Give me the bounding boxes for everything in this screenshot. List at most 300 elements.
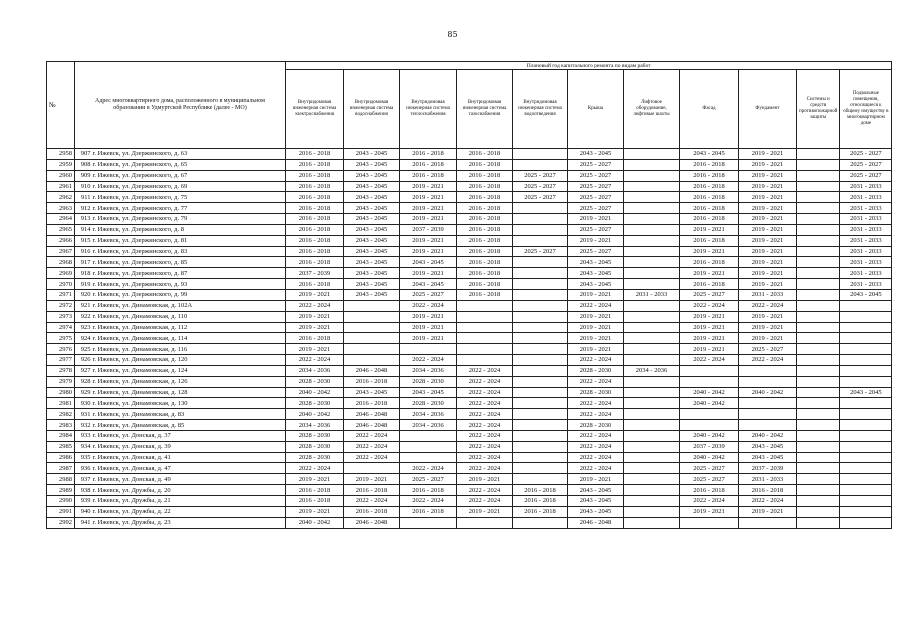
table-row <box>47 452 892 463</box>
header-group-title: Плановый год капитального ремонта по видам работ <box>286 62 892 70</box>
header-work-5: Крыша <box>568 70 624 149</box>
row-global-number: 2965 <box>47 224 75 235</box>
row-local-number: 911 <box>75 192 92 203</box>
row-work-year-0: 2016 - 2018 <box>286 203 344 214</box>
row-work-year-10 <box>840 322 892 333</box>
row-work-year-6 <box>624 300 680 311</box>
row-work-year-6: 2034 - 2036 <box>624 365 680 376</box>
row-work-year-5: 2022 - 2024 <box>568 300 624 311</box>
row-work-year-8 <box>739 409 797 420</box>
row-work-year-9 <box>797 474 840 485</box>
row-work-year-10 <box>840 496 892 507</box>
row-work-year-7: 2025 - 2027 <box>680 463 739 474</box>
table-row <box>47 279 892 290</box>
row-work-year-0: 2016 - 2018 <box>286 181 344 192</box>
row-work-year-4: 2025 - 2027 <box>513 181 568 192</box>
row-work-year-5: 2025 - 2027 <box>568 192 624 203</box>
row-work-year-1: 2043 - 2045 <box>344 203 400 214</box>
row-work-year-0: 2019 - 2021 <box>286 506 344 517</box>
row-work-year-10 <box>840 311 892 322</box>
row-work-year-1: 2046 - 2048 <box>344 365 400 376</box>
row-work-year-4 <box>513 300 568 311</box>
row-address: г. Ижевск, ул. Дзержинского, д. 77 <box>92 203 286 214</box>
row-work-year-3 <box>457 517 513 528</box>
row-work-year-2: 2028 - 2030 <box>400 398 457 409</box>
row-work-year-2: 2043 - 2045 <box>400 279 457 290</box>
row-work-year-0: 2016 - 2018 <box>286 257 344 268</box>
row-address: г. Ижевск, ул. Донская, д. 47 <box>92 463 286 474</box>
row-work-year-0: 2016 - 2018 <box>286 485 344 496</box>
row-work-year-6 <box>624 420 680 431</box>
row-work-year-3: 2016 - 2018 <box>457 279 513 290</box>
row-work-year-5: 2022 - 2024 <box>568 398 624 409</box>
row-work-year-6 <box>624 257 680 268</box>
page-number: 85 <box>447 30 458 39</box>
row-work-year-5: 2043 - 2045 <box>568 506 624 517</box>
row-address: г. Ижевск, ул. Дружбы, д. 20 <box>92 485 286 496</box>
row-work-year-1 <box>344 463 400 474</box>
row-work-year-3: 2016 - 2018 <box>457 192 513 203</box>
row-work-year-7 <box>680 420 739 431</box>
row-work-year-3: 2016 - 2018 <box>457 149 513 160</box>
row-work-year-9 <box>797 398 840 409</box>
row-work-year-9 <box>797 203 840 214</box>
row-local-number: 921 <box>75 300 92 311</box>
row-work-year-9 <box>797 257 840 268</box>
row-work-year-0: 2016 - 2018 <box>286 279 344 290</box>
row-global-number: 2972 <box>47 300 75 311</box>
row-work-year-8: 2019 - 2021 <box>739 149 797 160</box>
row-work-year-7: 2016 - 2018 <box>680 192 739 203</box>
row-work-year-2: 2016 - 2018 <box>400 149 457 160</box>
row-work-year-5: 2025 - 2027 <box>568 224 624 235</box>
table-row <box>47 170 892 181</box>
row-work-year-6 <box>624 159 680 170</box>
row-work-year-7: 2043 - 2045 <box>680 149 739 160</box>
row-work-year-9 <box>797 344 840 355</box>
row-work-year-3: 2016 - 2018 <box>457 235 513 246</box>
row-address: г. Ижевск, ул. Динамовская, д. 114 <box>92 333 286 344</box>
row-work-year-2: 2016 - 2018 <box>400 170 457 181</box>
row-work-year-0: 2016 - 2018 <box>286 192 344 203</box>
table-row <box>47 506 892 517</box>
row-work-year-0: 2016 - 2018 <box>286 170 344 181</box>
row-global-number: 2978 <box>47 365 75 376</box>
row-work-year-6 <box>624 149 680 160</box>
row-work-year-9 <box>797 333 840 344</box>
row-work-year-1: 2019 - 2021 <box>344 474 400 485</box>
row-work-year-2: 2034 - 2036 <box>400 409 457 420</box>
row-work-year-8: 2019 - 2021 <box>739 322 797 333</box>
row-work-year-8: 2019 - 2021 <box>739 192 797 203</box>
row-address: г. Ижевск, ул. Дзержинского, д. 65 <box>92 159 286 170</box>
row-work-year-5: 2019 - 2021 <box>568 322 624 333</box>
row-work-year-6 <box>624 279 680 290</box>
row-work-year-1: 2016 - 2018 <box>344 506 400 517</box>
row-work-year-0: 2034 - 2036 <box>286 365 344 376</box>
row-work-year-6 <box>624 170 680 181</box>
row-work-year-2 <box>400 517 457 528</box>
row-local-number: 931 <box>75 409 92 420</box>
header-work-10: Подвальные помещения, относящиеся к общему имуществу в многоквартирном доме <box>840 70 892 149</box>
row-work-year-1: 2043 - 2045 <box>344 214 400 225</box>
row-work-year-4 <box>513 365 568 376</box>
row-work-year-0: 2022 - 2024 <box>286 355 344 366</box>
row-work-year-4 <box>513 387 568 398</box>
row-work-year-0: 2022 - 2024 <box>286 300 344 311</box>
row-work-year-1: 2043 - 2045 <box>344 268 400 279</box>
row-address: г. Ижевск, ул. Дзержинского, д. 85 <box>92 257 286 268</box>
row-work-year-7: 2016 - 2018 <box>680 159 739 170</box>
row-work-year-7: 2019 - 2021 <box>680 333 739 344</box>
row-work-year-0: 2034 - 2036 <box>286 420 344 431</box>
row-work-year-7: 2019 - 2021 <box>680 311 739 322</box>
row-work-year-1: 2043 - 2045 <box>344 170 400 181</box>
row-work-year-9 <box>797 506 840 517</box>
row-work-year-7: 2022 - 2024 <box>680 496 739 507</box>
header-work-2: Внутридомовая инженерная система теплоснабжения <box>400 70 457 149</box>
row-work-year-5: 2022 - 2024 <box>568 452 624 463</box>
row-work-year-2: 2019 - 2021 <box>400 181 457 192</box>
row-work-year-6 <box>624 441 680 452</box>
row-work-year-6 <box>624 181 680 192</box>
row-work-year-10 <box>840 485 892 496</box>
row-local-number: 912 <box>75 203 92 214</box>
row-work-year-8: 2031 - 2033 <box>739 289 797 300</box>
row-global-number: 2974 <box>47 322 75 333</box>
row-work-year-4 <box>513 409 568 420</box>
row-work-year-3: 2016 - 2018 <box>457 268 513 279</box>
row-work-year-2: 2019 - 2021 <box>400 333 457 344</box>
row-global-number: 2963 <box>47 203 75 214</box>
row-work-year-7: 2016 - 2018 <box>680 235 739 246</box>
row-work-year-10: 2025 - 2027 <box>840 170 892 181</box>
row-global-number: 2976 <box>47 344 75 355</box>
table-row <box>47 365 892 376</box>
row-global-number: 2980 <box>47 387 75 398</box>
row-address: г. Ижевск, ул. Донская, д. 41 <box>92 452 286 463</box>
table-row <box>47 387 892 398</box>
row-work-year-0: 2019 - 2021 <box>286 344 344 355</box>
row-work-year-4 <box>513 268 568 279</box>
row-address: г. Ижевск, ул. Донская, д. 49 <box>92 474 286 485</box>
row-global-number: 2987 <box>47 463 75 474</box>
row-work-year-10: 2031 - 2033 <box>840 224 892 235</box>
row-work-year-1: 2046 - 2048 <box>344 409 400 420</box>
table-row <box>47 344 892 355</box>
row-work-year-7 <box>680 409 739 420</box>
row-work-year-9 <box>797 192 840 203</box>
row-global-number: 2982 <box>47 409 75 420</box>
row-address: г. Ижевск, ул. Дзержинского, д. 83 <box>92 246 286 257</box>
row-work-year-6 <box>624 333 680 344</box>
row-work-year-0: 2028 - 2030 <box>286 376 344 387</box>
row-local-number: 919 <box>75 279 92 290</box>
row-local-number: 909 <box>75 170 92 181</box>
row-work-year-3: 2022 - 2024 <box>457 430 513 441</box>
row-work-year-8: 2040 - 2042 <box>739 430 797 441</box>
row-work-year-8 <box>739 517 797 528</box>
row-work-year-9 <box>797 463 840 474</box>
row-work-year-0: 2040 - 2042 <box>286 517 344 528</box>
row-work-year-0: 2016 - 2018 <box>286 149 344 160</box>
row-work-year-3: 2019 - 2021 <box>457 506 513 517</box>
header-work-1: Внутридомовая инженерная система водоснабжения <box>344 70 400 149</box>
row-global-number: 2958 <box>47 149 75 160</box>
row-local-number: 907 <box>75 149 92 160</box>
table-row <box>47 517 892 528</box>
row-work-year-6 <box>624 387 680 398</box>
row-work-year-1: 2043 - 2045 <box>344 279 400 290</box>
row-global-number: 2970 <box>47 279 75 290</box>
row-global-number: 2979 <box>47 376 75 387</box>
row-local-number: 927 <box>75 365 92 376</box>
row-work-year-9 <box>797 496 840 507</box>
row-work-year-6 <box>624 409 680 420</box>
row-work-year-0: 2019 - 2021 <box>286 474 344 485</box>
row-work-year-7: 2040 - 2042 <box>680 387 739 398</box>
header-work-4: Внутридомовая инженерная система водоотведения <box>513 70 568 149</box>
row-work-year-10: 2031 - 2033 <box>840 246 892 257</box>
table-row <box>47 485 892 496</box>
row-work-year-0: 2016 - 2018 <box>286 214 344 225</box>
row-work-year-9 <box>797 517 840 528</box>
table-row <box>47 235 892 246</box>
row-work-year-7: 2016 - 2018 <box>680 485 739 496</box>
row-work-year-8: 2025 - 2027 <box>739 344 797 355</box>
row-address: г. Ижевск, ул. Дзержинского, д. 67 <box>92 170 286 181</box>
row-work-year-6 <box>624 474 680 485</box>
row-work-year-3 <box>457 333 513 344</box>
row-work-year-5: 2022 - 2024 <box>568 441 624 452</box>
row-global-number: 2968 <box>47 257 75 268</box>
row-work-year-1: 2016 - 2018 <box>344 376 400 387</box>
row-local-number: 933 <box>75 430 92 441</box>
row-work-year-8 <box>739 365 797 376</box>
table-row <box>47 496 892 507</box>
row-global-number: 2962 <box>47 192 75 203</box>
row-work-year-8 <box>739 398 797 409</box>
row-address: г. Ижевск, ул. Дружбы, д. 22 <box>92 506 286 517</box>
table-row <box>47 463 892 474</box>
row-work-year-4 <box>513 235 568 246</box>
row-work-year-1: 2022 - 2024 <box>344 496 400 507</box>
row-work-year-8 <box>739 376 797 387</box>
table-row <box>47 257 892 268</box>
row-work-year-7: 2040 - 2042 <box>680 430 739 441</box>
row-local-number: 937 <box>75 474 92 485</box>
table-row <box>47 441 892 452</box>
row-work-year-2: 2022 - 2024 <box>400 300 457 311</box>
row-work-year-10: 2025 - 2027 <box>840 149 892 160</box>
row-work-year-7: 2019 - 2021 <box>680 506 739 517</box>
row-work-year-9 <box>797 235 840 246</box>
row-local-number: 934 <box>75 441 92 452</box>
row-work-year-1: 2043 - 2045 <box>344 224 400 235</box>
row-work-year-7: 2016 - 2018 <box>680 181 739 192</box>
row-work-year-10: 2031 - 2033 <box>840 279 892 290</box>
row-work-year-0: 2040 - 2042 <box>286 387 344 398</box>
row-work-year-8: 2019 - 2021 <box>739 203 797 214</box>
row-work-year-6 <box>624 398 680 409</box>
header-work-6: Лифтовое оборудование, лифтовые шахты <box>624 70 680 149</box>
row-work-year-3: 2022 - 2024 <box>457 463 513 474</box>
table-body <box>47 149 892 529</box>
row-local-number: 928 <box>75 376 92 387</box>
row-work-year-6 <box>624 463 680 474</box>
row-work-year-6 <box>624 203 680 214</box>
row-work-year-5: 2019 - 2021 <box>568 289 624 300</box>
table-row <box>47 409 892 420</box>
row-work-year-10: 2031 - 2033 <box>840 268 892 279</box>
table-row <box>47 376 892 387</box>
row-work-year-3: 2016 - 2018 <box>457 246 513 257</box>
row-local-number: 936 <box>75 463 92 474</box>
row-work-year-6 <box>624 452 680 463</box>
row-global-number: 2961 <box>47 181 75 192</box>
row-work-year-5: 2022 - 2024 <box>568 409 624 420</box>
row-work-year-4: 2016 - 2018 <box>513 496 568 507</box>
row-work-year-8: 2019 - 2021 <box>739 159 797 170</box>
row-address: г. Ижевск, ул. Динамовская, д. 116 <box>92 344 286 355</box>
row-local-number: 910 <box>75 181 92 192</box>
row-work-year-4: 2025 - 2027 <box>513 192 568 203</box>
row-work-year-3: 2016 - 2018 <box>457 257 513 268</box>
row-local-number: 920 <box>75 289 92 300</box>
row-work-year-3 <box>457 355 513 366</box>
row-work-year-7: 2016 - 2018 <box>680 203 739 214</box>
row-work-year-3: 2022 - 2024 <box>457 452 513 463</box>
row-work-year-1: 2016 - 2018 <box>344 485 400 496</box>
table-row <box>47 333 892 344</box>
row-address: г. Ижевск, ул. Динамовская, д. 110 <box>92 311 286 322</box>
row-work-year-10 <box>840 430 892 441</box>
row-work-year-3 <box>457 322 513 333</box>
header-work-7: Фасад <box>680 70 739 149</box>
row-work-year-0: 2028 - 2030 <box>286 441 344 452</box>
row-work-year-6 <box>624 506 680 517</box>
row-work-year-7: 2022 - 2024 <box>680 300 739 311</box>
header-work-9: Системы и средств противопожарной защиты <box>797 70 840 149</box>
row-work-year-6 <box>624 214 680 225</box>
row-work-year-8: 2019 - 2021 <box>739 506 797 517</box>
row-address: г. Ижевск, ул. Дзержинского, д. 75 <box>92 192 286 203</box>
row-work-year-1: 2043 - 2045 <box>344 159 400 170</box>
row-work-year-6 <box>624 496 680 507</box>
row-work-year-6 <box>624 192 680 203</box>
row-work-year-10 <box>840 333 892 344</box>
row-work-year-3: 2016 - 2018 <box>457 214 513 225</box>
row-work-year-5: 2025 - 2027 <box>568 170 624 181</box>
row-global-number: 2988 <box>47 474 75 485</box>
row-work-year-1: 2046 - 2048 <box>344 420 400 431</box>
row-work-year-5: 2043 - 2045 <box>568 279 624 290</box>
row-work-year-2: 2019 - 2021 <box>400 322 457 333</box>
row-work-year-7 <box>680 365 739 376</box>
row-work-year-8: 2019 - 2021 <box>739 224 797 235</box>
row-address: г. Ижевск, ул. Дзержинского, д. 8 <box>92 224 286 235</box>
row-work-year-6 <box>624 485 680 496</box>
row-work-year-0: 2016 - 2018 <box>286 246 344 257</box>
row-work-year-10 <box>840 398 892 409</box>
row-work-year-5: 2043 - 2045 <box>568 149 624 160</box>
row-work-year-8: 2019 - 2021 <box>739 181 797 192</box>
row-work-year-2: 2034 - 2036 <box>400 365 457 376</box>
row-work-year-7: 2016 - 2018 <box>680 170 739 181</box>
row-global-number: 2971 <box>47 289 75 300</box>
row-work-year-1: 2043 - 2045 <box>344 257 400 268</box>
row-work-year-6 <box>624 376 680 387</box>
row-work-year-5: 2043 - 2045 <box>568 257 624 268</box>
row-work-year-7: 2025 - 2027 <box>680 289 739 300</box>
row-work-year-4 <box>513 430 568 441</box>
row-address: г. Ижевск, ул. Дзержинского, д. 99 <box>92 289 286 300</box>
row-work-year-9 <box>797 279 840 290</box>
row-address: г. Ижевск, ул. Дзержинского, д. 79 <box>92 214 286 225</box>
row-work-year-9 <box>797 376 840 387</box>
row-work-year-9 <box>797 452 840 463</box>
row-work-year-2: 2019 - 2021 <box>400 192 457 203</box>
row-work-year-0: 2016 - 2018 <box>286 159 344 170</box>
row-work-year-10: 2031 - 2033 <box>840 235 892 246</box>
table-row <box>47 268 892 279</box>
row-work-year-2 <box>400 430 457 441</box>
row-work-year-2: 2016 - 2018 <box>400 485 457 496</box>
row-work-year-5: 2019 - 2021 <box>568 474 624 485</box>
row-work-year-10 <box>840 409 892 420</box>
row-work-year-3 <box>457 344 513 355</box>
row-local-number: 923 <box>75 322 92 333</box>
row-work-year-5: 2022 - 2024 <box>568 463 624 474</box>
row-work-year-9 <box>797 159 840 170</box>
row-work-year-10 <box>840 365 892 376</box>
row-work-year-9 <box>797 289 840 300</box>
row-global-number: 2959 <box>47 159 75 170</box>
row-local-number: 916 <box>75 246 92 257</box>
row-work-year-0: 2019 - 2021 <box>286 322 344 333</box>
row-work-year-8: 2019 - 2021 <box>739 333 797 344</box>
table-row <box>47 474 892 485</box>
row-work-year-0: 2028 - 2030 <box>286 430 344 441</box>
row-work-year-6 <box>624 246 680 257</box>
row-work-year-8: 2019 - 2021 <box>739 170 797 181</box>
row-global-number: 2969 <box>47 268 75 279</box>
row-work-year-2 <box>400 452 457 463</box>
row-work-year-1: 2043 - 2045 <box>344 235 400 246</box>
row-work-year-1: 2016 - 2018 <box>344 398 400 409</box>
row-work-year-0: 2028 - 2030 <box>286 452 344 463</box>
capital-repair-schedule-table <box>46 61 892 529</box>
row-work-year-8: 2037 - 2039 <box>739 463 797 474</box>
row-work-year-2 <box>400 344 457 355</box>
row-work-year-4 <box>513 463 568 474</box>
row-work-year-6 <box>624 344 680 355</box>
row-address: г. Ижевск, ул. Динамовская, д. 102А <box>92 300 286 311</box>
row-work-year-6 <box>624 268 680 279</box>
row-global-number: 2967 <box>47 246 75 257</box>
row-work-year-4 <box>513 257 568 268</box>
row-work-year-4 <box>513 452 568 463</box>
header-number: № <box>47 62 75 149</box>
table-row <box>47 311 892 322</box>
row-work-year-4: 2016 - 2018 <box>513 506 568 517</box>
row-work-year-0: 2016 - 2018 <box>286 333 344 344</box>
row-work-year-10 <box>840 441 892 452</box>
row-work-year-1: 2022 - 2024 <box>344 430 400 441</box>
table-row <box>47 181 892 192</box>
row-work-year-10 <box>840 452 892 463</box>
row-work-year-1: 2043 - 2045 <box>344 192 400 203</box>
